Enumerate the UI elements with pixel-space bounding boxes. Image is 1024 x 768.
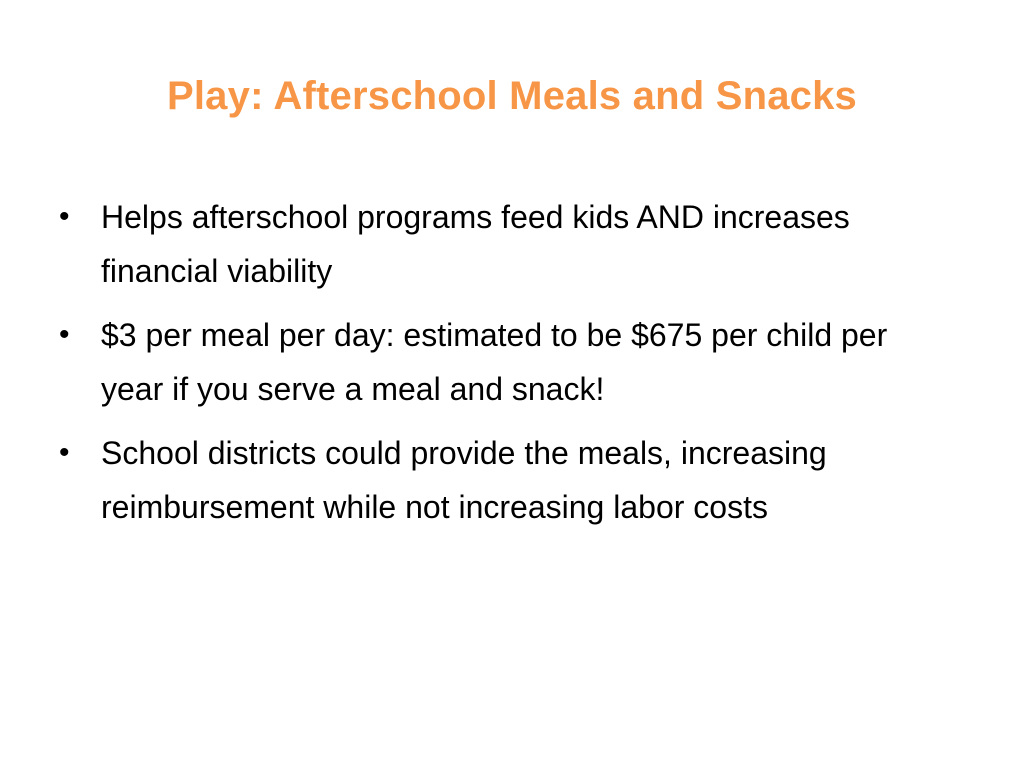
- bullet-list: [55, 190, 935, 544]
- bullet-text: School districts could provide the meals, increasing reimbursement while not increasing labor costs: [101, 435, 827, 525]
- slide-title: Play: Afterschool Meals and Snacks: [166, 74, 857, 118]
- bullet-item: [55, 426, 935, 534]
- bullet-icon: •: [59, 318, 70, 351]
- bullet-icon: •: [59, 436, 70, 469]
- bullet-text: Helps afterschool programs feed kids AND increases financial viability: [101, 199, 850, 289]
- bullet-item: [55, 190, 935, 298]
- bullet-text: $3 per meal per day: estimated to be $675 per child per year if you serve a meal and snack!: [101, 317, 888, 407]
- bullet-item: [55, 308, 935, 416]
- bullet-icon: •: [59, 200, 70, 233]
